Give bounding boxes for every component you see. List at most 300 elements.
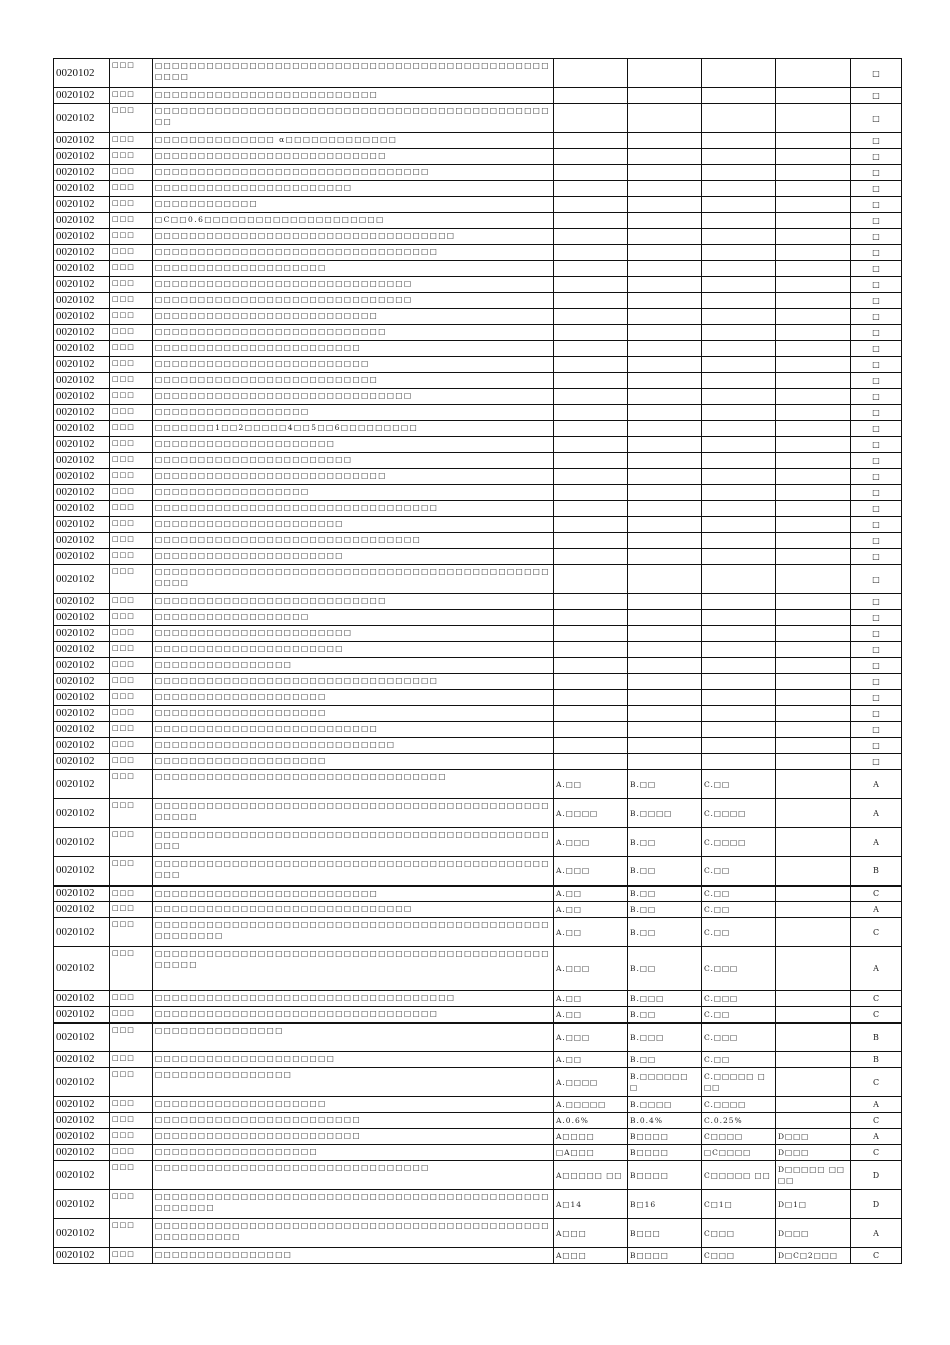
course-code-cell: 0020102 xyxy=(54,754,110,770)
question-type-cell: □□□ xyxy=(110,357,153,373)
option-b-cell: B.□□ xyxy=(628,1007,702,1023)
table-row xyxy=(54,594,902,610)
option-a-cell xyxy=(554,341,628,357)
option-a-cell: A□□□ xyxy=(554,1248,628,1264)
option-b-cell xyxy=(628,722,702,738)
option-c-cell: C.□□ xyxy=(702,770,776,799)
option-c-cell: C.□□ xyxy=(702,1007,776,1023)
course-code-cell: 0020102 xyxy=(54,828,110,857)
option-a-cell xyxy=(554,658,628,674)
question-type-cell: □□□ xyxy=(110,229,153,245)
option-b-cell xyxy=(628,706,702,722)
question-text-cell: □□□□□□□□□□□□□□□□□□□ xyxy=(153,1145,554,1161)
option-b-cell xyxy=(628,437,702,453)
course-code-cell: 0020102 xyxy=(54,405,110,421)
table-row xyxy=(54,373,902,389)
option-a-cell xyxy=(554,549,628,565)
option-b-cell xyxy=(628,658,702,674)
table-row xyxy=(54,610,902,626)
course-code-cell: 0020102 xyxy=(54,293,110,309)
question-text-cell: □□□□□□□□□□□□□□□□□□□□□□□□□□□□□□ xyxy=(153,293,554,309)
option-a-cell xyxy=(554,59,628,88)
table-row xyxy=(54,229,902,245)
option-d-cell xyxy=(776,405,851,421)
answer-cell: □ xyxy=(851,469,902,485)
option-a-cell: A.□□ xyxy=(554,1007,628,1023)
course-code-cell: 0020102 xyxy=(54,181,110,197)
course-code-cell: 0020102 xyxy=(54,902,110,918)
option-d-cell: D□□□□□ □□□□ xyxy=(776,1161,851,1190)
option-a-cell xyxy=(554,389,628,405)
answer-cell: □ xyxy=(851,565,902,594)
question-text-cell: □□□□□□□□□□□□□□□□□□□□□□□□□□□□□□□ xyxy=(153,533,554,549)
question-type-cell: □□□ xyxy=(110,1113,153,1129)
course-code-cell: 0020102 xyxy=(54,918,110,947)
table-row xyxy=(54,1190,902,1219)
table-row xyxy=(54,1023,902,1052)
option-c-cell xyxy=(702,754,776,770)
option-b-cell xyxy=(628,213,702,229)
question-type-cell: □□□ xyxy=(110,59,153,88)
answer-cell: □ xyxy=(851,549,902,565)
option-a-cell xyxy=(554,565,628,594)
course-code-cell: 0020102 xyxy=(54,149,110,165)
option-d-cell xyxy=(776,277,851,293)
question-text-cell: □□□□□□□□□□□□□□□□□□□□□□□□□□□□□□□□ xyxy=(153,1161,554,1190)
option-c-cell xyxy=(702,389,776,405)
answer-cell: □ xyxy=(851,674,902,690)
question-type-cell: □□□ xyxy=(110,1129,153,1145)
option-c-cell: C.□□ xyxy=(702,918,776,947)
answer-cell: □ xyxy=(851,453,902,469)
option-b-cell: B.□□ xyxy=(628,857,702,886)
question-text-cell: □□□□□□□□□□□□□□□□□□□□□□□□□□□□□□□□□□□□□□□□□□□□□□□□□□□ xyxy=(153,799,554,828)
table-row xyxy=(54,261,902,277)
question-text-cell: □□□□□□□□□□□□□□□□□□□□□□□□□□□□□□□□□□□□□□□□□□□□□□□□□ xyxy=(153,828,554,857)
question-text-cell: □□□□□□□□□□□□□□□□□□□□□□□□□□□□□□□□□ xyxy=(153,674,554,690)
question-text-cell: □□□□□□□□□□□□□□□□ xyxy=(153,1248,554,1264)
answer-cell: □ xyxy=(851,594,902,610)
option-b-cell: B□□□□ xyxy=(628,1145,702,1161)
question-type-cell: □□□ xyxy=(110,1007,153,1023)
option-a-cell: A.□□ xyxy=(554,991,628,1007)
question-text-cell: □□□□□□□□□□□□□□□□□□□□□□□□□□ xyxy=(153,886,554,902)
question-type-cell: □□□ xyxy=(110,1052,153,1068)
option-b-cell xyxy=(628,277,702,293)
option-d-cell xyxy=(776,325,851,341)
option-a-cell xyxy=(554,421,628,437)
option-d-cell xyxy=(776,517,851,533)
option-d-cell xyxy=(776,706,851,722)
option-d-cell xyxy=(776,88,851,104)
question-type-cell: □□□ xyxy=(110,501,153,517)
question-text-cell: □□□□□□□□□□□□□□□□□□□□□□□□□□□ xyxy=(153,469,554,485)
option-a-cell xyxy=(554,690,628,706)
table-row xyxy=(54,1129,902,1145)
option-a-cell xyxy=(554,485,628,501)
question-text-cell: □C□□0.6□□□□□□□□□□□□□□□□□□□□□ xyxy=(153,213,554,229)
option-c-cell xyxy=(702,722,776,738)
option-d-cell xyxy=(776,1052,851,1068)
question-type-cell: □□□ xyxy=(110,405,153,421)
table-row xyxy=(54,405,902,421)
answer-cell: □ xyxy=(851,642,902,658)
option-b-cell xyxy=(628,373,702,389)
answer-cell: □ xyxy=(851,261,902,277)
option-a-cell: A□□□ xyxy=(554,1219,628,1248)
option-c-cell: C.□□ xyxy=(702,857,776,886)
question-text-cell: □□□□□□□□□□□□□□□□□□□□ xyxy=(153,754,554,770)
question-type-cell: □□□ xyxy=(110,886,153,902)
option-c-cell xyxy=(702,373,776,389)
question-text-cell: □□□□□□□□□□□□□□□□□□□□□□□□ xyxy=(153,1129,554,1145)
table-row xyxy=(54,991,902,1007)
question-text-cell: □□□□□□□□□□□□□□□□□□□□□□□□□□□□□□ xyxy=(153,389,554,405)
answer-cell: □ xyxy=(851,501,902,517)
course-code-cell: 0020102 xyxy=(54,373,110,389)
option-c-cell xyxy=(702,690,776,706)
table-row xyxy=(54,1007,902,1023)
question-text-cell: □□□□□□□□□□□□□□□□ xyxy=(153,658,554,674)
table-row xyxy=(54,213,902,229)
option-a-cell: A.□□□□ xyxy=(554,1068,628,1097)
answer-cell: □ xyxy=(851,690,902,706)
answer-cell: B xyxy=(851,1052,902,1068)
course-code-cell: 0020102 xyxy=(54,421,110,437)
course-code-cell: 0020102 xyxy=(54,261,110,277)
option-a-cell: A□14 xyxy=(554,1190,628,1219)
option-a-cell xyxy=(554,165,628,181)
option-d-cell xyxy=(776,373,851,389)
answer-cell: □ xyxy=(851,149,902,165)
question-text-cell: □□□□□□□□□□□□□□ α□□□□□□□□□□□□□ xyxy=(153,133,554,149)
option-c-cell xyxy=(702,341,776,357)
question-type-cell: □□□ xyxy=(110,88,153,104)
option-a-cell xyxy=(554,357,628,373)
course-code-cell: 0020102 xyxy=(54,886,110,902)
option-d-cell xyxy=(776,133,851,149)
course-code-cell: 0020102 xyxy=(54,722,110,738)
table-row xyxy=(54,1097,902,1113)
option-b-cell: B.□□□ xyxy=(628,991,702,1007)
option-c-cell xyxy=(702,594,776,610)
question-text-cell: □□□□□□□□□□□□□□□□□□ xyxy=(153,405,554,421)
option-c-cell xyxy=(702,104,776,133)
option-a-cell xyxy=(554,181,628,197)
option-c-cell xyxy=(702,405,776,421)
question-type-cell: □□□ xyxy=(110,799,153,828)
option-a-cell xyxy=(554,133,628,149)
option-a-cell xyxy=(554,229,628,245)
answer-cell: C xyxy=(851,886,902,902)
option-d-cell xyxy=(776,104,851,133)
question-type-cell: □□□ xyxy=(110,1190,153,1219)
option-a-cell xyxy=(554,104,628,133)
option-a-cell xyxy=(554,626,628,642)
question-text-cell: □□□□□□□□□□□□□□□□□□□□□□□ xyxy=(153,181,554,197)
table-row xyxy=(54,706,902,722)
answer-cell: □ xyxy=(851,373,902,389)
question-text-cell: □□□□□□□□□□□□□□□□□□□□□□□□□□□□□□□□□□□□□□□□□□□□□□□□□□□□□ xyxy=(153,1190,554,1219)
course-code-cell: 0020102 xyxy=(54,991,110,1007)
question-text-cell: □□□□□□□□□□□□□□□□□□□□□□□□□□ xyxy=(153,722,554,738)
option-c-cell: C.□□□□□ □□□ xyxy=(702,1068,776,1097)
option-b-cell xyxy=(628,389,702,405)
course-code-cell: 0020102 xyxy=(54,1219,110,1248)
answer-cell: □ xyxy=(851,293,902,309)
answer-cell: □ xyxy=(851,610,902,626)
course-code-cell: 0020102 xyxy=(54,626,110,642)
question-type-cell: □□□ xyxy=(110,642,153,658)
option-a-cell xyxy=(554,706,628,722)
option-b-cell xyxy=(628,149,702,165)
course-code-cell: 0020102 xyxy=(54,1113,110,1129)
option-b-cell xyxy=(628,197,702,213)
question-text-cell: □□□□□□□□□□□□□□□□□□□□□□□□□□ xyxy=(153,88,554,104)
question-text-cell: □□□□□□□□□□□□ xyxy=(153,197,554,213)
answer-cell: □ xyxy=(851,133,902,149)
answer-cell: □ xyxy=(851,658,902,674)
table-row xyxy=(54,722,902,738)
question-type-cell: □□□ xyxy=(110,1097,153,1113)
table-row xyxy=(54,799,902,828)
table-row xyxy=(54,277,902,293)
table-row xyxy=(54,517,902,533)
question-type-cell: □□□ xyxy=(110,738,153,754)
course-code-cell: 0020102 xyxy=(54,770,110,799)
option-c-cell xyxy=(702,88,776,104)
option-c-cell xyxy=(702,59,776,88)
table-row xyxy=(54,1161,902,1190)
answer-cell: A xyxy=(851,947,902,991)
option-d-cell xyxy=(776,213,851,229)
course-code-cell: 0020102 xyxy=(54,549,110,565)
option-b-cell xyxy=(628,133,702,149)
option-d-cell xyxy=(776,610,851,626)
answer-cell: □ xyxy=(851,59,902,88)
course-code-cell: 0020102 xyxy=(54,501,110,517)
option-a-cell xyxy=(554,722,628,738)
option-b-cell xyxy=(628,104,702,133)
option-b-cell xyxy=(628,738,702,754)
course-code-cell: 0020102 xyxy=(54,1068,110,1097)
option-d-cell xyxy=(776,437,851,453)
table-row xyxy=(54,674,902,690)
option-a-cell: A.□□□ xyxy=(554,947,628,991)
option-c-cell xyxy=(702,197,776,213)
option-a-cell xyxy=(554,674,628,690)
option-d-cell xyxy=(776,857,851,886)
course-code-cell: 0020102 xyxy=(54,517,110,533)
question-type-cell: □□□ xyxy=(110,690,153,706)
table-row xyxy=(54,642,902,658)
option-a-cell xyxy=(554,293,628,309)
answer-cell: □ xyxy=(851,706,902,722)
option-b-cell xyxy=(628,341,702,357)
option-a-cell: A.□□□ xyxy=(554,857,628,886)
option-b-cell xyxy=(628,533,702,549)
question-type-cell: □□□ xyxy=(110,485,153,501)
option-d-cell xyxy=(776,341,851,357)
option-a-cell xyxy=(554,245,628,261)
question-type-cell: □□□ xyxy=(110,1145,153,1161)
question-text-cell: □□□□□□□□□□□□□□□□□□□□□□□□□□□□□□□□□□□□□□□□□□□□□□□□□□□ xyxy=(153,947,554,991)
course-code-cell: 0020102 xyxy=(54,947,110,991)
option-d-cell xyxy=(776,485,851,501)
option-b-cell: B.□□ xyxy=(628,902,702,918)
table-row xyxy=(54,181,902,197)
option-c-cell xyxy=(702,610,776,626)
option-b-cell: B.□□□□□□ □ xyxy=(628,1068,702,1097)
course-code-cell: 0020102 xyxy=(54,1007,110,1023)
question-text-cell: □□□□□□□□□□□□□□□□□□□□□□□ xyxy=(153,626,554,642)
table-row xyxy=(54,357,902,373)
question-type-cell: □□□ xyxy=(110,754,153,770)
option-d-cell xyxy=(776,902,851,918)
course-code-cell: 0020102 xyxy=(54,133,110,149)
option-d-cell xyxy=(776,674,851,690)
option-b-cell xyxy=(628,245,702,261)
question-text-cell: □□□□□□□□□□□□□□□□□□□□□□□□□□□□□□ xyxy=(153,902,554,918)
option-d-cell: D□1□ xyxy=(776,1190,851,1219)
course-code-cell: 0020102 xyxy=(54,1023,110,1052)
option-b-cell: B.□□□□ xyxy=(628,799,702,828)
question-text-cell: □□□□□□□□□□□□□□□□□□□□□□□□ xyxy=(153,1113,554,1129)
question-type-cell: □□□ xyxy=(110,549,153,565)
question-text-cell: □□□□□□□□□□□□□□□□□□□□□□ xyxy=(153,549,554,565)
question-type-cell: □□□ xyxy=(110,181,153,197)
option-b-cell: B.□□□ xyxy=(628,1023,702,1052)
option-b-cell xyxy=(628,229,702,245)
question-text-cell: □□□□□□□1□□2□□□□□4□□5□□6□□□□□□□□□ xyxy=(153,421,554,437)
option-b-cell xyxy=(628,421,702,437)
table-row xyxy=(54,149,902,165)
option-b-cell xyxy=(628,501,702,517)
answer-cell: □ xyxy=(851,357,902,373)
option-c-cell xyxy=(702,309,776,325)
course-code-cell: 0020102 xyxy=(54,1190,110,1219)
option-d-cell: D□C□2□□□ xyxy=(776,1248,851,1264)
course-code-cell: 0020102 xyxy=(54,1129,110,1145)
question-text-cell: □□□□□□□□□□□□□□□□□□□□□□□□□□□□□□□□□ xyxy=(153,1007,554,1023)
course-code-cell: 0020102 xyxy=(54,104,110,133)
option-a-cell xyxy=(554,261,628,277)
option-b-cell xyxy=(628,549,702,565)
answer-cell: C xyxy=(851,991,902,1007)
table-row xyxy=(54,857,902,886)
option-a-cell xyxy=(554,610,628,626)
question-type-cell: □□□ xyxy=(110,626,153,642)
table-row xyxy=(54,197,902,213)
option-d-cell xyxy=(776,722,851,738)
option-d-cell xyxy=(776,421,851,437)
option-b-cell: B.0.4% xyxy=(628,1113,702,1129)
course-code-cell: 0020102 xyxy=(54,389,110,405)
table-row xyxy=(54,886,902,902)
option-b-cell xyxy=(628,565,702,594)
option-c-cell xyxy=(702,421,776,437)
option-a-cell: A.□□ xyxy=(554,770,628,799)
option-d-cell xyxy=(776,1068,851,1097)
answer-cell: C xyxy=(851,1068,902,1097)
option-c-cell: C.□□□ xyxy=(702,991,776,1007)
course-code-cell: 0020102 xyxy=(54,245,110,261)
answer-cell: A xyxy=(851,799,902,828)
answer-cell: A xyxy=(851,1129,902,1145)
option-a-cell xyxy=(554,373,628,389)
option-d-cell xyxy=(776,828,851,857)
course-code-cell: 0020102 xyxy=(54,533,110,549)
option-a-cell: A.□□ xyxy=(554,902,628,918)
answer-cell: D xyxy=(851,1190,902,1219)
option-d-cell xyxy=(776,690,851,706)
option-a-cell xyxy=(554,594,628,610)
question-type-cell: □□□ xyxy=(110,133,153,149)
answer-cell: □ xyxy=(851,421,902,437)
question-type-cell: □□□ xyxy=(110,389,153,405)
table-row xyxy=(54,533,902,549)
option-d-cell xyxy=(776,565,851,594)
option-d-cell xyxy=(776,754,851,770)
option-a-cell: A.□□□ xyxy=(554,828,628,857)
option-a-cell xyxy=(554,501,628,517)
question-type-cell: □□□ xyxy=(110,437,153,453)
option-b-cell xyxy=(628,469,702,485)
answer-cell: □ xyxy=(851,754,902,770)
option-c-cell xyxy=(702,501,776,517)
option-c-cell xyxy=(702,533,776,549)
option-a-cell: A.□□□□ xyxy=(554,799,628,828)
course-code-cell: 0020102 xyxy=(54,309,110,325)
course-code-cell: 0020102 xyxy=(54,229,110,245)
option-b-cell xyxy=(628,674,702,690)
question-text-cell: □□□□□□□□□□□□□□□□□□□□□□ xyxy=(153,517,554,533)
question-text-cell: □□□□□□□□□□□□□□□□□□□□□□□□□□□□□□□□□□□□□□□□□□□□□□□□□□ xyxy=(153,59,554,88)
option-a-cell xyxy=(554,325,628,341)
question-type-cell: □□□ xyxy=(110,1219,153,1248)
course-code-cell: 0020102 xyxy=(54,857,110,886)
option-d-cell xyxy=(776,59,851,88)
answer-cell: □ xyxy=(851,722,902,738)
course-code-cell: 0020102 xyxy=(54,799,110,828)
option-a-cell: A.□□□ xyxy=(554,1023,628,1052)
answer-cell: A xyxy=(851,1219,902,1248)
option-a-cell: A.□□□□□ xyxy=(554,1097,628,1113)
answer-cell: C xyxy=(851,1113,902,1129)
course-code-cell: 0020102 xyxy=(54,453,110,469)
question-text-cell: □□□□□□□□□□□□□□□□□□□□ xyxy=(153,1097,554,1113)
table-row xyxy=(54,1052,902,1068)
table-row xyxy=(54,1068,902,1097)
question-type-cell: □□□ xyxy=(110,947,153,991)
question-type-cell: □□□ xyxy=(110,517,153,533)
table-row xyxy=(54,437,902,453)
option-d-cell xyxy=(776,991,851,1007)
option-d-cell xyxy=(776,770,851,799)
option-d-cell xyxy=(776,229,851,245)
option-c-cell: C.□□□□ xyxy=(702,828,776,857)
table-row xyxy=(54,59,902,88)
question-type-cell: □□□ xyxy=(110,706,153,722)
question-type-cell: □□□ xyxy=(110,1161,153,1190)
option-d-cell: D□□□ xyxy=(776,1129,851,1145)
answer-cell: □ xyxy=(851,389,902,405)
table-row xyxy=(54,469,902,485)
option-b-cell xyxy=(628,309,702,325)
option-b-cell xyxy=(628,293,702,309)
course-code-cell: 0020102 xyxy=(54,485,110,501)
answer-cell: □ xyxy=(851,309,902,325)
